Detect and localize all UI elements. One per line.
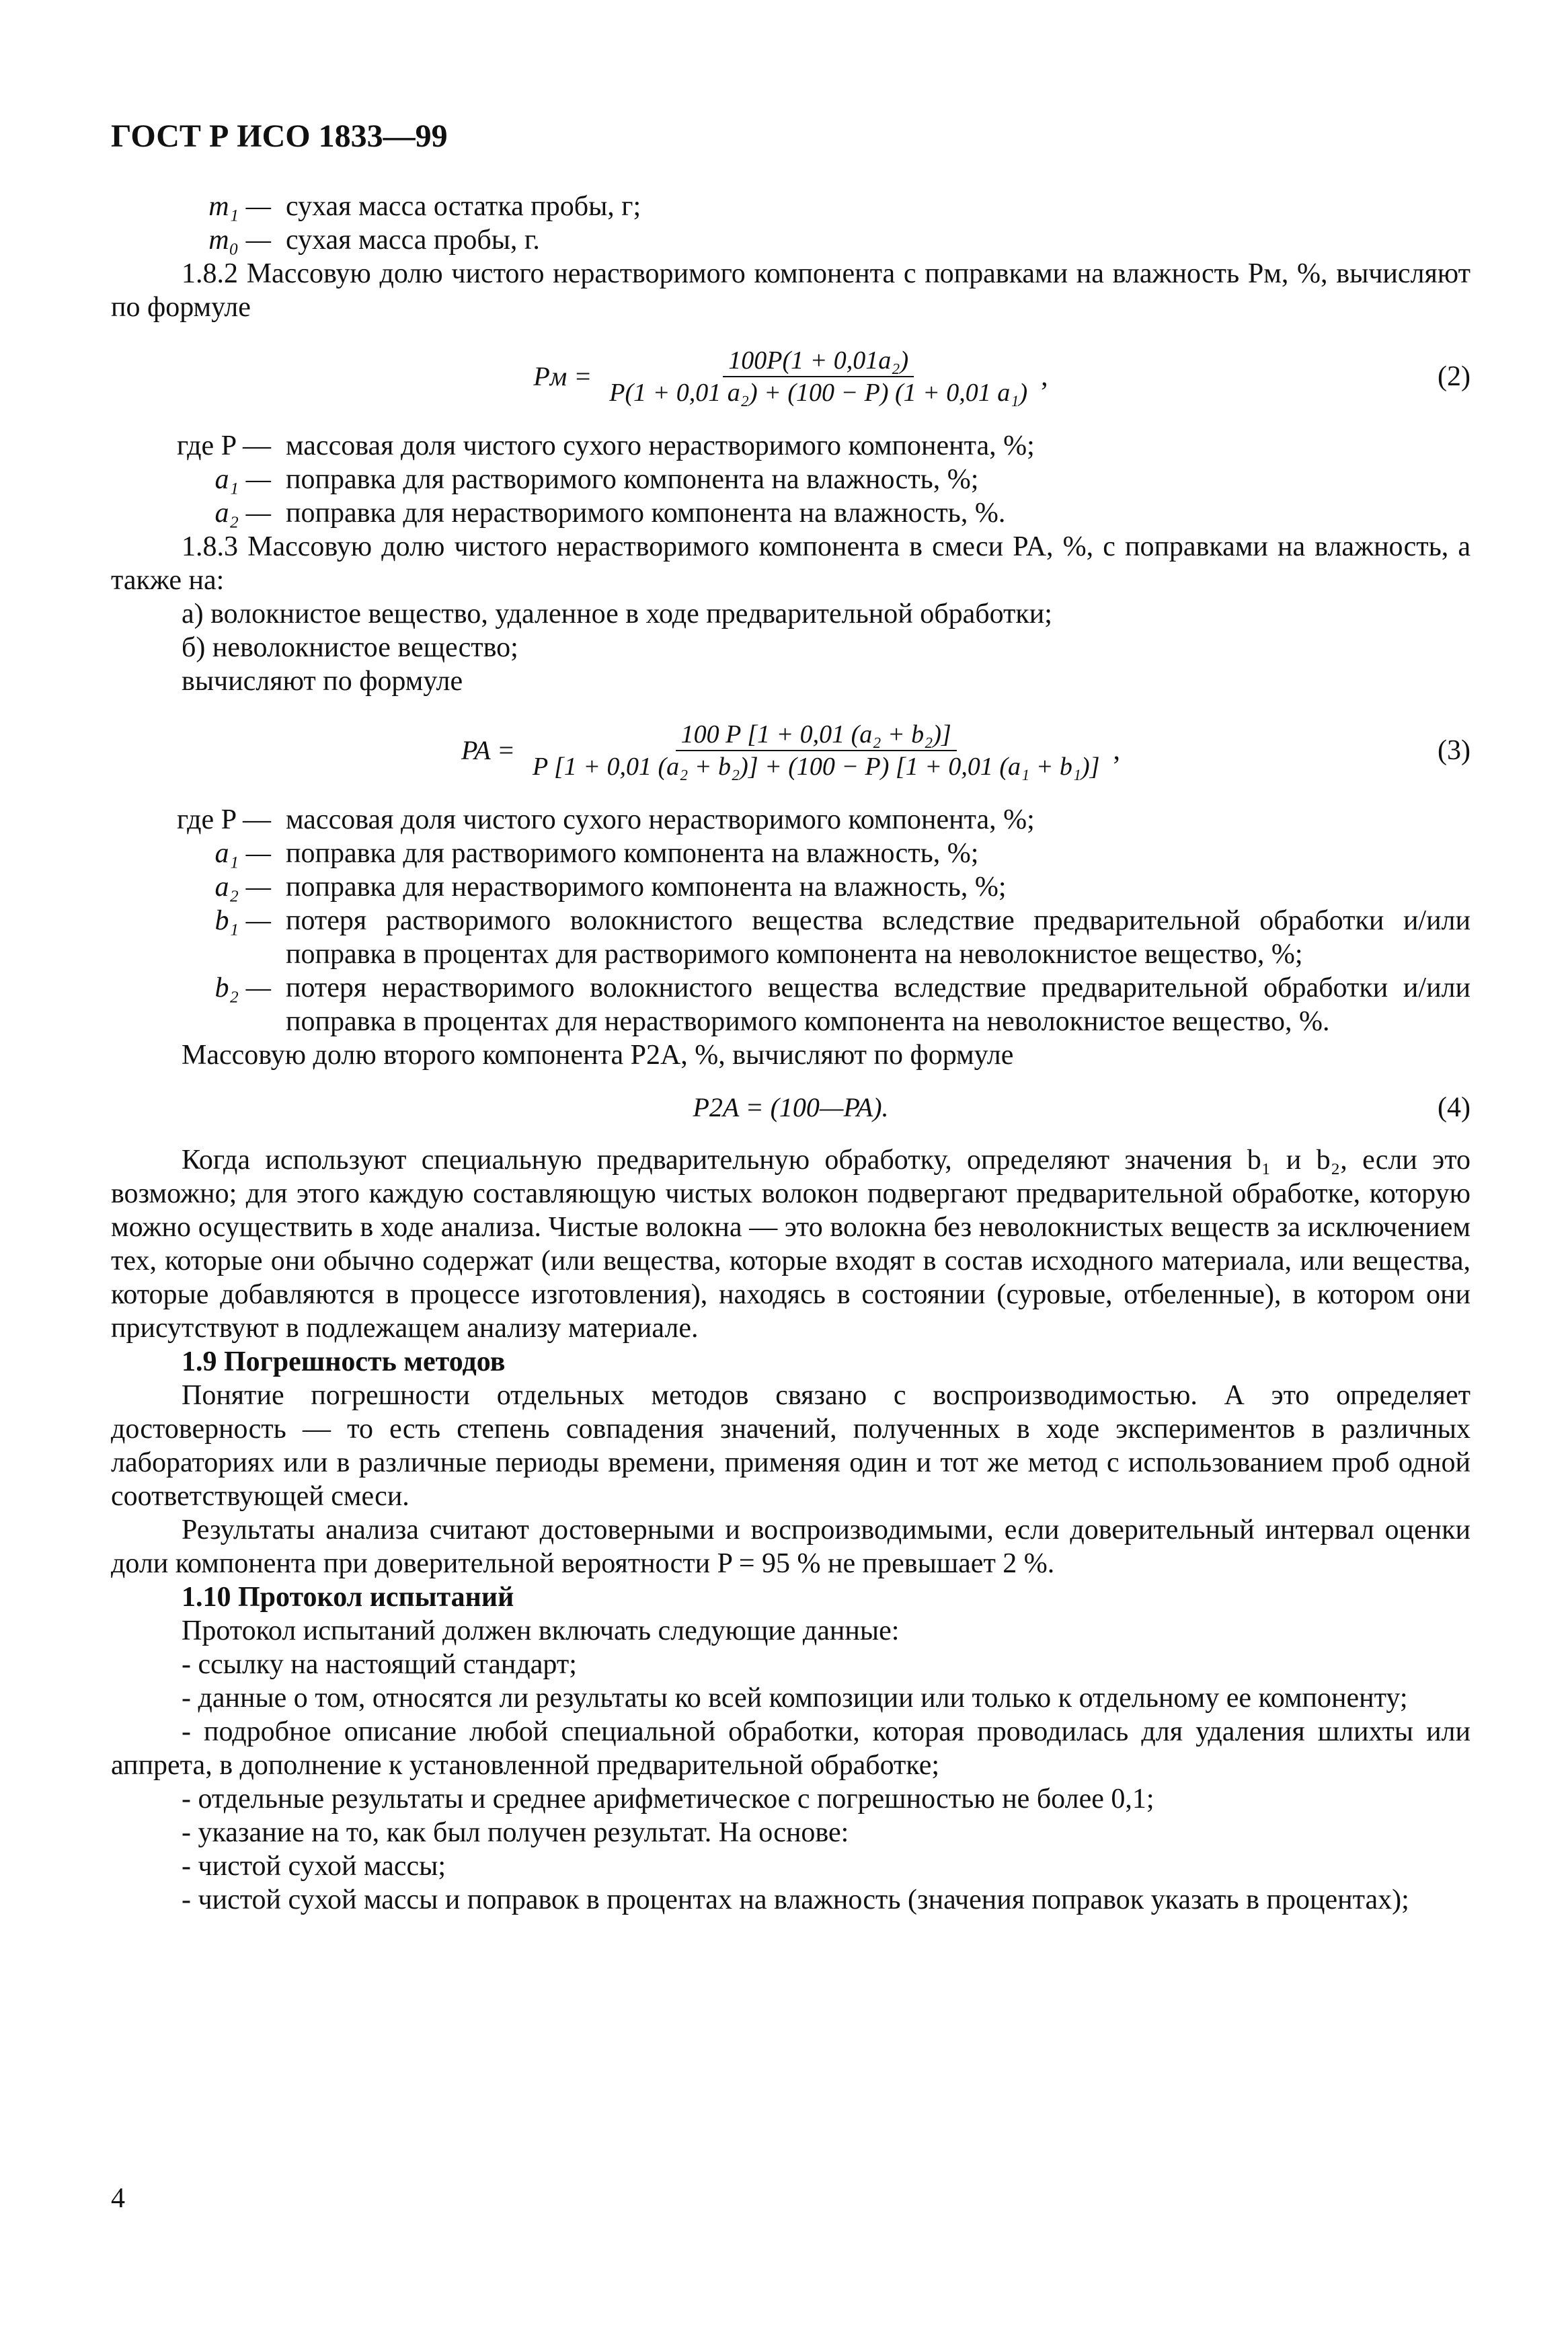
list-item: - отдельные результаты и среднее арифметическое с погрешностью не более 0,1; — [182, 1784, 1154, 1814]
def-text: поправка для растворимого компонента на влажность, %; — [286, 838, 979, 869]
def-text: поправка для нерастворимого компонента на влажность, %; — [286, 872, 1007, 903]
paragraph-1-10: Протокол испытаний должен включать следующие данные: — [182, 1615, 900, 1646]
list-item: - чистой сухой массы; — [182, 1851, 446, 1882]
def-text: массовая доля чистого сухого нерастворимого компонента, %; — [286, 804, 1035, 835]
paragraph-1-9a: Понятие погрешности отдельных методов связано с воспроизводимостью. А это определяет достоверность — то есть степень совпадения значений, полученных в ходе экспериментов в различных лабораториях или в различные периоды времени, применяя один и тот же метод с использованием проб одной соответствующей смеси. — [111, 1380, 1471, 1512]
equation-number: (3) — [1438, 735, 1471, 766]
denominator: P(1 + 0,01 a₂) + (100 − P) (1 + 0,01 a₁) — [609, 379, 1028, 407]
formula-tail: , — [1041, 361, 1048, 392]
formula-3 — [111, 703, 1471, 798]
list-item: - подробное описание любой специальной обработки, которая проводилась для удаления шлихты или аппрета, в дополнение к установленной предварительной обработке; — [111, 1716, 1471, 1781]
pretreatment-paragraph: Когда используют специальную предварительную обработку, определяют значения b₁ и b₂, если это возможно; для этого каждую составляющую чистых волокон подвергают предварительной обработке, которую можно осуществить в ходе анализа. Чистые волокна — это волокна без неволокнистых веществ за исключением тех, которые они обычно содержат (или вещества, которые входят в состав исходного материала, или вещества, которые добавляются в процессе изготовления), находясь в состоянии (суровые, отбеленные), в котором они присутствуют в подлежащем анализу материале. — [111, 1145, 1471, 1344]
formula-lhs: PA = — [461, 735, 515, 765]
formula-text: P2A = (100—PA). — [693, 1092, 889, 1122]
definitions-list — [111, 429, 1471, 530]
equation-number: (4) — [1438, 1092, 1471, 1123]
list-item: - ссылку на настоящий стандарт; — [182, 1649, 577, 1680]
denominator: P [1 + 0,01 (a₂ + b₂)] + (100 − P) [1 + 0,01 (a₁ + b₁)] — [532, 753, 1100, 781]
calc-by-formula: вычисляют по формуле — [182, 666, 463, 697]
formula-2 — [111, 330, 1471, 424]
body-text — [111, 190, 1471, 1917]
def-label: a₂ — — [214, 872, 271, 903]
paragraph-1-9b: Результаты анализа считают достоверными и воспроизводимыми, если доверительный интервал оценки доли компонента при доверительной вероятности P = 95 % не превышает 2 %. — [111, 1515, 1471, 1579]
def-text: поправка для растворимого компонента на влажность, %; — [286, 464, 979, 495]
def-text: потеря нерастворимого волокнистого вещества вследствие предварительной обработки и/или поправка в процентах для нерастворимого компонента на неволокнистое вещество, %. — [286, 972, 1471, 1037]
section-heading-1-10: 1.10 Протокол испытаний — [182, 1582, 514, 1613]
list-item: - чистой сухой массы и поправок в процентах на влажность (значения поправок указать в процентах); — [182, 1884, 1409, 1915]
list-item: - указание на то, как был получен результат. На основе: — [182, 1817, 849, 1848]
clause-1-8-3: 1.8.3 Массовую долю чистого нерастворимого компонента в смеси PA, %, с поправками на влажность, а также на: — [111, 531, 1471, 596]
def-label: b₂ — — [214, 972, 271, 1003]
fraction — [527, 719, 1105, 782]
def-label: где P — — [177, 430, 271, 461]
list-item: - данные о том, относятся ли результаты ко всей композиции или только к отдельному ее компоненту; — [182, 1683, 1408, 1714]
def-label: a₁ — — [214, 464, 271, 495]
formula-tail: , — [1113, 735, 1120, 766]
second-component-paragraph: Массовую долю второго компонента P2A, %, вычисляют по формуле — [182, 1040, 1014, 1071]
list-item-a: а) волокнистое вещество, удаленное в ходе предварительной обработки; — [182, 599, 1052, 629]
def-label: где P — — [177, 804, 271, 835]
def-label: m₀ — — [208, 225, 271, 256]
definitions-list — [111, 803, 1471, 1038]
def-text: массовая доля чистого сухого нерастворимого компонента, %; — [286, 430, 1035, 461]
page-number: 4 — [111, 2183, 125, 2214]
numerator: 100P(1 + 0,01a₂) — [723, 345, 914, 377]
formula-lhs: Pм = — [533, 361, 592, 391]
def-text: поправка для нерастворимого компонента на влажность, %. — [286, 498, 1006, 529]
def-text: сухая масса пробы, г. — [286, 225, 540, 256]
def-label: m₁ — — [208, 191, 271, 222]
def-label: a₁ — — [214, 838, 271, 869]
equation-number: (2) — [1438, 361, 1471, 392]
clause-1-8-2: 1.8.2 Массовую долю чистого нерастворимого компонента с поправками на влажность Pм, %, вычисляют по формуле — [111, 258, 1471, 323]
list-item-b: б) неволокнистое вещество; — [182, 632, 518, 663]
def-label: b₁ — — [214, 905, 271, 936]
section-heading-1-9: 1.9 Погрешность методов — [182, 1346, 506, 1377]
def-label: a₂ — — [214, 498, 271, 529]
def-text: сухая масса остатка пробы, г; — [286, 191, 641, 222]
definitions-list — [111, 190, 1471, 257]
standard-header: ГОСТ Р ИСО 1833—99 — [111, 118, 448, 154]
formula-4 — [111, 1077, 1471, 1138]
fraction — [604, 345, 1033, 408]
def-text: потеря растворимого волокнистого вещества вследствие предварительной обработки и/или поправка в процентах для растворимого компонента на неволокнистое вещество, %; — [286, 905, 1471, 970]
numerator: 100 P [1 + 0,01 (a₂ + b₂)] — [676, 719, 957, 751]
